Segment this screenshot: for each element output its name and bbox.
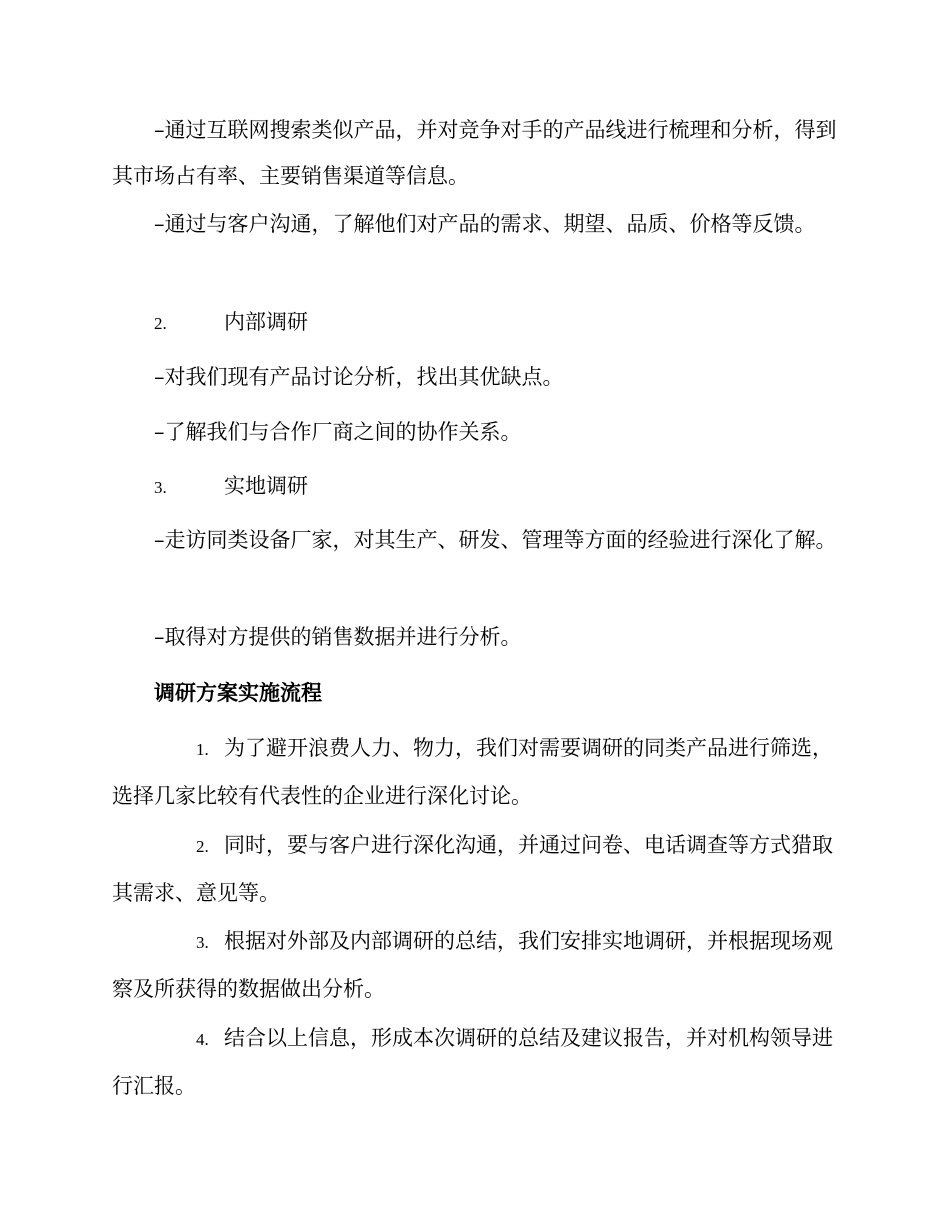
paragraph-customer-communication: –通过与客户沟通，了解他们对产品的需求、期望、品质、价格等反馈。	[154, 212, 816, 236]
paragraph-sales-data: –取得对方提供的销售数据并进行分析。	[154, 625, 522, 649]
step-number: 2.	[196, 837, 209, 856]
step-text: 同时，要与客户进行深化沟通，并通过问卷、电话调查等方式猎取其需求、意见等。	[112, 833, 833, 905]
paragraph-product-analysis: –对我们现有产品讨论分析，找出其优缺点。	[154, 365, 564, 389]
section-heading: 调研方案实施流程	[154, 680, 322, 705]
step-item	[112, 822, 838, 916]
paragraph-visit-manufacturers: –走访同类设备厂家，对其生产、研发、管理等方面的经验进行深化了解。	[154, 528, 837, 552]
step-text: 根据对外部及内部调研的总结，我们安排实地调研，并根据现场观察及所获得的数据做出分析。	[112, 929, 833, 1001]
list-number: 2.	[154, 314, 167, 333]
step-item	[112, 1015, 838, 1109]
list-number: 3.	[154, 478, 167, 497]
paragraph-partner-relations: –了解我们与合作厂商之间的协作关系。	[154, 420, 522, 444]
paragraph-online-search: –通过互联网搜索类似产品，并对竞争对手的产品线进行梳理和分析，得到其市场占有率、主要销售渠道等信息。	[112, 118, 837, 188]
step-number: 3.	[196, 933, 209, 952]
list-item-label: 内部调研	[224, 310, 308, 334]
step-text: 结合以上信息，形成本次调研的总结及建议报告，并对机构领导进行汇报。	[112, 1026, 833, 1098]
list-item-label: 实地调研	[224, 474, 308, 498]
step-text: 为了避开浪费人力、物力，我们对需要调研的同类产品进行筛选，选择几家比较有代表性的企业进行深化讨论。	[112, 736, 833, 808]
list-item-field-research	[112, 463, 838, 511]
step-number: 1.	[196, 740, 209, 759]
step-item	[112, 725, 838, 819]
list-item-internal-research	[112, 299, 838, 347]
step-item	[112, 918, 838, 1012]
step-number: 4.	[196, 1030, 209, 1049]
